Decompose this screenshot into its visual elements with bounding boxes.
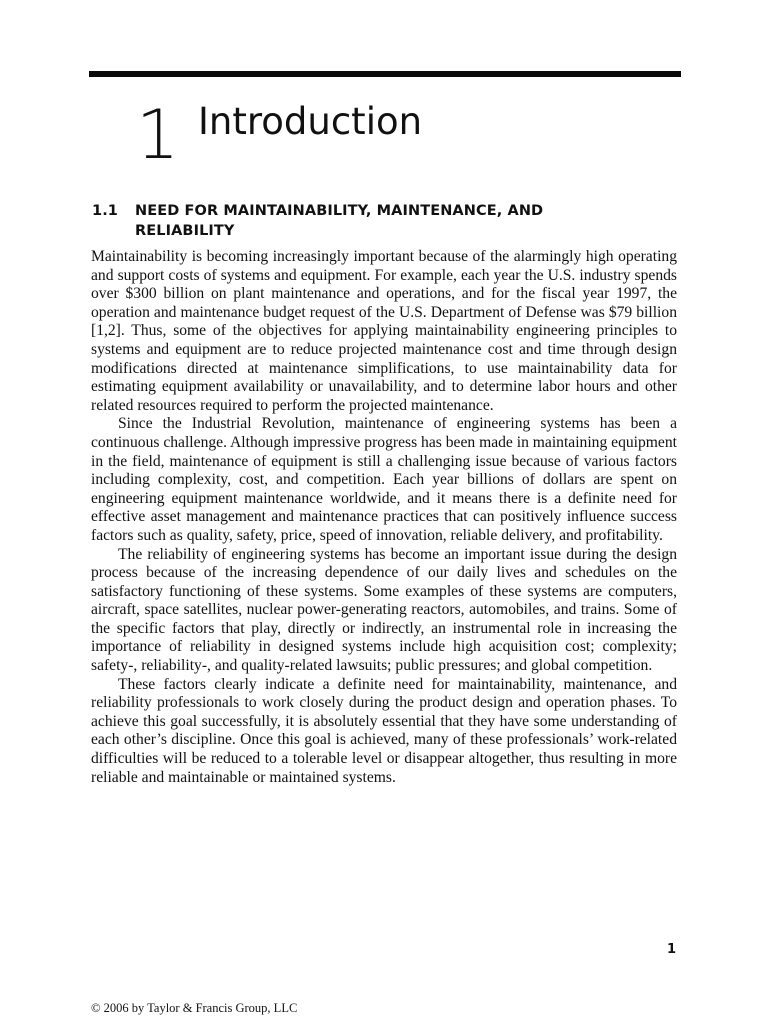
paragraph-4: These factors clearly indicate a definite need for maintainability, maintenance, and reliability professionals to work closely during the product design and operation phases. To achieve this goal successfully, it is absolutely essential that they have some understanding of each other’s discipline. Once this goal is achieved, many of these professionals’ work-related difficulties will be reduced to a tolerable level or disappear altogether, thus resulting in more reliable and maintainable or maintained systems. <box>91 675 677 786</box>
chapter-number: 1 <box>136 96 178 175</box>
section-title: NEED FOR MAINTAINABILITY, MAINTENANCE, AND RELIABILITY <box>135 203 544 239</box>
body-text <box>91 248 677 787</box>
paragraph-3: The reliability of engineering systems has become an important issue during the design process because of the increasing dependence of our daily lives and schedules on the satisfactory functioning of these systems. Some examples of these systems are computers, aircraft, space satellites, nuclear power-generating reactors, automobiles, and trains. Some of the specific factors that play, directly or indirectly, an instrumental role in increasing the importance of reliability in designed systems include high acquisition cost; complexity; safety-, reliability-, and quality-related lawsuits; public pressures; and global competition. <box>91 545 677 675</box>
section-heading <box>92 201 612 241</box>
chapter-top-rule <box>89 71 681 77</box>
paragraph-1: Maintainability is becoming increasingly important because of the alarmingly high operating and support costs of systems and equipment. For example, each year the U.S. industry spends over $300 billion on plant maintenance and operations, and for the fiscal year 1997, the operation and maintenance budget request of the U.S. Department of Defense was $79 billion [1,2]. Thus, some of the objectives for applying maintainability engineering principles to systems and equipment are to reduce projected maintenance cost and time through design modifications directed at maintenance simplifications, to use maintainability data for estimating equipment availability or unavailability, and to determine labor hours and other related resources required to perform the projected maintenance. <box>91 248 677 414</box>
chapter-title: Introduction <box>198 100 423 143</box>
copyright-notice: © 2006 by Taylor & Francis Group, LLC <box>91 1001 298 1015</box>
page-number: 1 <box>666 942 676 957</box>
section-number: 1.1 <box>92 203 118 219</box>
paragraph-2: Since the Industrial Revolution, maintenance of engineering systems has been a continuous challenge. Although impressive progress has been made in maintaining equipment in the field, maintenance of equipment is still a challenging issue because of various factors including complexity, cost, and competition. Each year billions of dollars are spent on engineering equipment maintenance worldwide, and it means there is a definite need for effective asset management and maintenance practices that can positively influence success factors such as quality, safety, price, speed of innovation, reliable delivery, and profitability. <box>91 415 677 544</box>
